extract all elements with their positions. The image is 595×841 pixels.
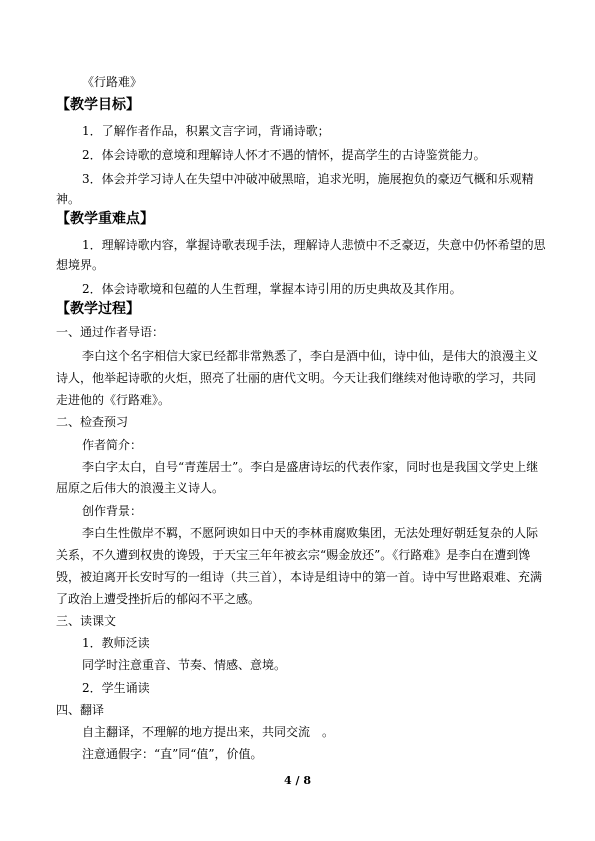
process-subheading: 创作背景：: [82, 504, 143, 518]
process-paragraph-line: 毁，被迫离开长安时写的一组诗（共三首），本诗是组诗中的第一首。诗中写世路艰难、充满: [56, 570, 543, 584]
process-paragraph-line: 李白这个名字相信大家已经都非常熟悉了，李白是酒中仙，诗中仙，是伟大的浪漫主义: [82, 349, 539, 363]
process-subheading: 2．学生诵读: [82, 681, 150, 695]
process-paragraph-line: 屈原之后伟大的浪漫主义诗人。: [56, 481, 225, 495]
process-paragraph-line: 李白字太白，自号“青莲居士”。李白是盛唐诗坛的代表作家，同时也是我国文学史上继: [82, 460, 539, 474]
key-point-item-continued: 想境界。: [56, 258, 105, 272]
poem-title-line: 《行路难》: [82, 75, 143, 89]
process-paragraph-line: 自主翻译，不理解的地方提出来，共同交流 。: [82, 725, 335, 739]
page-number: 4 / 8: [284, 774, 311, 787]
goal-item: 2．体会诗歌的意境和理解诗人怀才不遇的情怀，提高学生的古诗鉴赏能力。: [82, 148, 486, 162]
key-point-item: 2．体会诗歌境和包蕴的人生哲理，掌握本诗引用的历史典故及其作用。: [82, 282, 462, 296]
process-paragraph-line: 注意通假字：“直”同“值”，价值。: [82, 747, 263, 761]
goal-item-continued: 神。: [56, 192, 81, 206]
goal-item: 1．了解作者作品，积累文言字词，背诵诗歌；: [82, 124, 330, 138]
process-section-title: 四、翻译: [56, 703, 105, 717]
process-heading: 【教学过程】: [56, 301, 140, 317]
process-paragraph-line: 了政治上遭受挫折后的郁闷不平之感。: [56, 592, 261, 606]
process-paragraph-line: 关系，不久遭到权贵的谗毁，于天宝三年年被玄宗“赐金放还”。《行路难》是李白在遭到馋: [56, 548, 531, 562]
process-subheading: 作者简介：: [82, 438, 143, 452]
process-section-title: 一、通过作者导语：: [56, 325, 165, 339]
process-section-title: 三、读课文: [56, 614, 117, 628]
process-section-title: 二、检查预习: [56, 415, 129, 429]
process-subheading: 1．教师泛读: [82, 636, 150, 650]
goals-heading: 【教学目标】: [56, 97, 140, 113]
process-paragraph-line: 同学时注意重音、节奏、情感、意境。: [82, 658, 287, 672]
process-paragraph-line: 走进他的《行路难》。: [56, 393, 171, 407]
process-paragraph-line: 诗人，他举起诗歌的火炬，照亮了壮丽的唐代文明。今天让我们继续对他诗歌的学习，共同: [56, 371, 537, 385]
process-paragraph-line: 李白生性傲岸不羁，不愿阿谀如日中天的李林甫腐败集团，无法处理好朝廷复杂的人际: [82, 526, 539, 540]
key-point-item: 1．理解诗歌内容，掌握诗歌表现手法，理解诗人悲愤中不乏豪迈，失意中仍怀希望的思: [82, 238, 546, 252]
goal-item: 3．体会并学习诗人在失望中冲破冲破黑暗，追求光明，施展抱负的豪迈气概和乐观精: [82, 172, 534, 186]
key-points-heading: 【教学重难点】: [56, 211, 154, 227]
